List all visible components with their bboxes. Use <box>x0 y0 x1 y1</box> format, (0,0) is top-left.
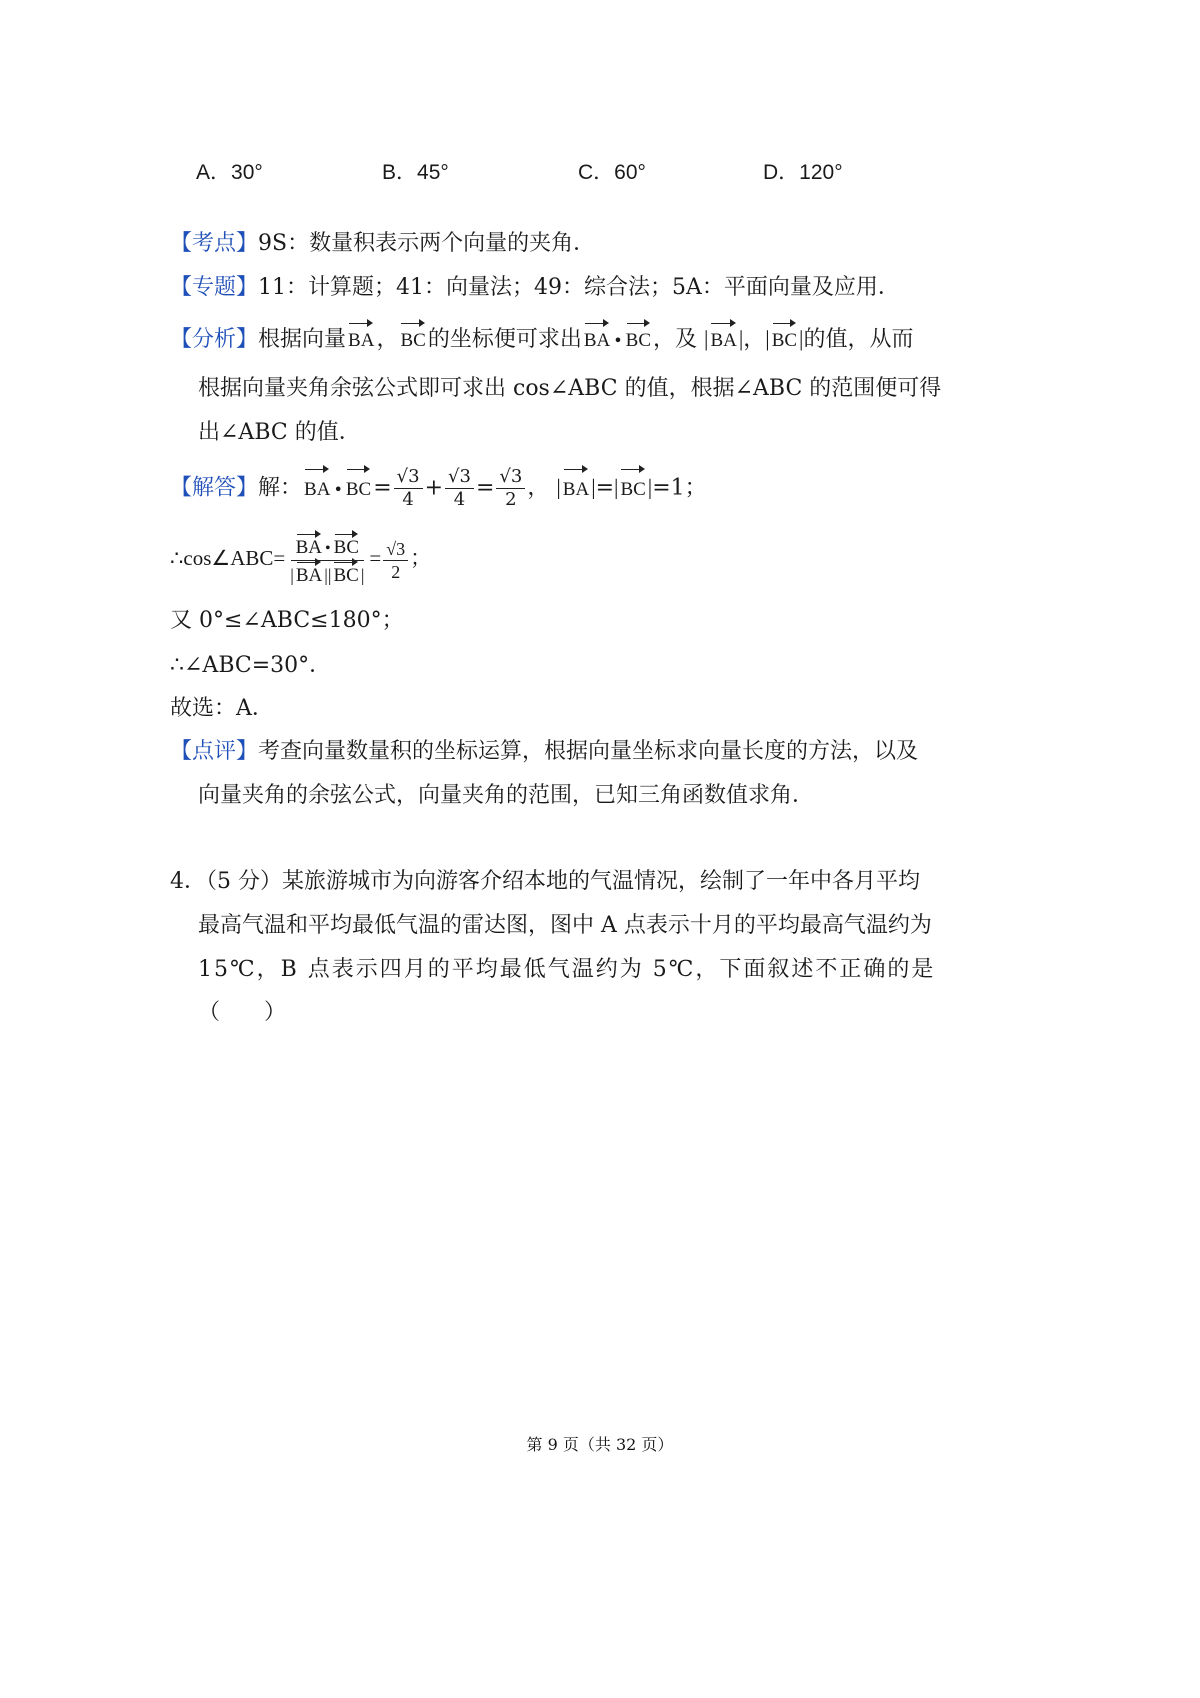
question4-line-2: 最高气温和平均最低气温的雷达图，图中 A 点表示十月的平均最高气温约为 <box>198 913 932 938</box>
question4-line-1: 4．（5 分）某旅游城市为向游客介绍本地的气温情况，绘制了一年中各月平均 <box>170 869 920 894</box>
zhuanti-line <box>170 273 900 303</box>
kaodian-tag: 【考点】 <box>170 231 259 256</box>
result-line: ∴∠ABC=30°． <box>170 653 332 678</box>
range-line: 又 0°≤∠ABC≤180°； <box>170 608 404 633</box>
option-c: C．60° <box>578 161 646 184</box>
jieda-line: 【解答】解： BA • BC= $\frac{√3}{4}$ + $\frac{√3}{4}$ = $\frac{√3}{2}$ ， | BA|=| BC|=1； <box>170 466 707 510</box>
dianping-line-2: 向量夹角的余弦公式，向量夹角的范围，已知三角函数值求角． <box>198 783 815 808</box>
question4-line-4: （ ） <box>198 1000 287 1025</box>
fenxi-tag: 【分析】 <box>170 327 259 352</box>
dianping-tag: 【点评】 <box>170 739 259 764</box>
zhuanti-tag: 【专题】 <box>170 275 259 300</box>
question-number: 4． <box>170 869 206 894</box>
cos-formula-line: ∴cos∠ABC= $\frac{BA • BC}{| BA || BC |}$ = $\frac{√3}{2}$ ； <box>170 533 431 587</box>
vector-bc: BC <box>400 322 425 356</box>
page-footer: 第 9 页（共 32 页） <box>526 1435 674 1454</box>
jieda-tag: 【解答】 <box>170 475 259 501</box>
kaodian-text: 9S：数量积表示两个向量的夹角． <box>258 231 596 256</box>
fenxi-line-2: 根据向量夹角余弦公式即可求出 cos∠ABC 的值，根据∠ABC 的范围便可得 <box>198 376 942 401</box>
fraction-cos: $\frac{BA • BC}{| BA || BC |}$ <box>287 533 367 587</box>
fenxi-line-3: 出∠ABC 的值． <box>198 420 361 445</box>
fraction-sqrt3-over-4: $\frac{√3}{4}$ <box>394 466 423 511</box>
option-b: B．45° <box>382 161 449 184</box>
question4-line-3: 15℃，B 点表示四月的平均最低气温约为 5℃，下面叙述不正确的是 <box>198 957 936 982</box>
fraction-sqrt3-over-2: $\frac{√3}{2}$ <box>496 466 525 511</box>
zhuanti-text: 11：计算题；41：向量法；49：综合法；5A：平面向量及应用． <box>258 275 900 300</box>
dianping-line-1: 【点评】考查向量数量积的坐标运算，根据向量坐标求向量长度的方法，以及 <box>170 739 919 764</box>
fenxi-line-1: 【分析】根据向量 BA， BC的坐标便可求出 BA • BC，及 | BA|，| BC|的值，从而 <box>170 322 913 356</box>
vector-ba: BA <box>348 322 374 356</box>
kaodian-line <box>170 229 595 259</box>
answer-line: 故选：A． <box>170 696 274 721</box>
option-a: A．30° <box>196 161 263 184</box>
option-d: D．120° <box>763 161 843 184</box>
